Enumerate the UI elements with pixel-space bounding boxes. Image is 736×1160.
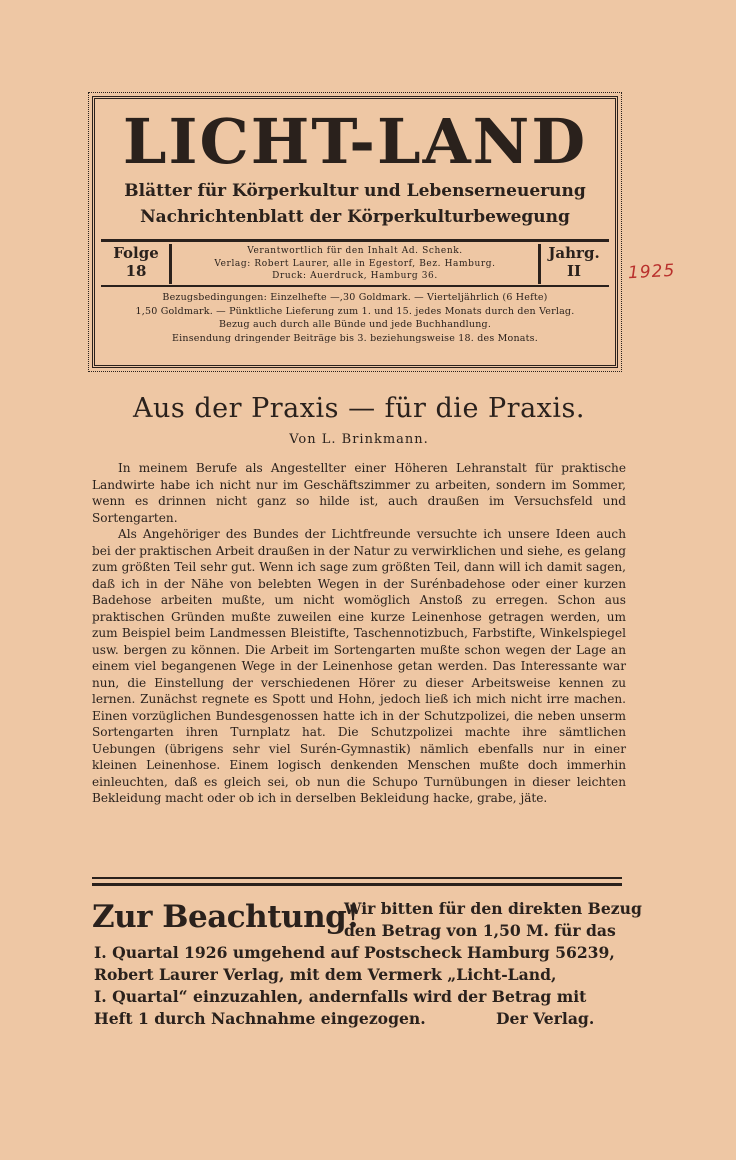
masthead-subtitle-2: Nachrichtenblatt der Körperkulturbewegung — [140, 207, 570, 227]
article-paragraph: Als Angehöriger des Bundes der Lichtfreunde versuchte ich unsere Ideen auch bei der praktischen Arbeit draußen in der Natur zu verwirklichen und siehe, es gelang zum größten Teil sehr gut. Wenn ich sage zum größten Teil, dann will ich damit sagen, daß ich in der Nähe von belebten Wegen in der Surénbadehose oder einer kurzen Badehose arbeiten mußte, um nicht womöglich Anstoß zu erregen. Schon aus praktischen Gründen mußte zuweilen eine kurze Leinenhose getragen werden, um zum Beispiel beim Landmessen Bleistifte, Taschennotizbuch, Farbstifte, Winkelspiegel usw. bergen zu können. Die Arbeit im Sortengarten mußte schon wegen der Lage an einem viel begangenen Wege in der Leinenhose getan werden. Das Interessante war nun, die Einstellung der verschiedenen Hörer zu dieser Arbeitsweise kennen zu lernen. Zunächst regnete es Spott und Hohn, jedoch ließ ich mich nicht irre machen. Einen vorzüglichen Bundesgenossen hatte ich in der Schutzpolizei, die neben unserm Sortengarten ihren Turnplatz hat. Die Schutzpolizei machte ihre sämtlichen Uebungen (übrigens sehr viel Surén-Gymnastik) nämlich ebenfalls nur in einer kleinen Leinenhose. Einem logisch denkenden Menschen mußte doch immerhin einleuchten, daß es gleich sei, ob nun die Schupo Turnübungen in dieser leichten Bekleidung macht oder ob ich in derselben Bekleidung hacke, grabe, jäte. — [92, 527, 626, 805]
handwritten-year-annotation: 1925 — [627, 260, 676, 284]
masthead-subtitle: Blätter für Körperkultur und Lebenserneuerung — [124, 181, 586, 201]
notice-divider — [92, 877, 622, 879]
imprint-line: Verlag: Robert Laurer, alle in Egestorf, Bez. Hamburg. — [214, 258, 496, 269]
article-body — [92, 460, 626, 807]
masthead-title: LICHT-LAND — [122, 105, 588, 178]
subscription-line: Einsendung dringender Beiträge bis 3. beziehungsweise 18. des Monats. — [172, 332, 538, 344]
subscription-line: Bezugsbedingungen: Einzelhefte —,30 Goldmark. — Vierteljährlich (6 Hefte) — [162, 292, 548, 303]
subscription-line: Bezug auch durch alle Bünde und jede Buchhandlung. — [218, 319, 492, 330]
issue-label: Folge — [113, 244, 159, 262]
issue-number — [103, 244, 172, 284]
notice-line: den Betrag von 1,50 M. für das — [344, 921, 616, 940]
masthead-info-row — [101, 244, 609, 284]
notice-line-text: Heft 1 durch Nachnahme eingezogen. — [94, 1009, 426, 1028]
article-author: Von L. Brinkmann. — [289, 432, 429, 447]
volume-label: Jahrg. — [548, 244, 600, 262]
imprint-line: Verantwortlich für den Inhalt Ad. Schenk. — [247, 246, 463, 256]
notice-divider — [92, 883, 622, 886]
notice — [92, 895, 642, 1035]
imprint-line: Druck: Auerdruck, Hamburg 36. — [272, 271, 438, 281]
volume-number — [538, 244, 607, 284]
notice-line: Wir bitten für den direkten Bezug — [344, 899, 642, 918]
issue-value: 18 — [125, 262, 147, 280]
masthead-rule — [101, 239, 609, 242]
imprint — [173, 245, 537, 283]
article-title: Aus der Praxis — für die Praxis. — [133, 393, 585, 424]
article-paragraph: In meinem Berufe als Angestellter einer Höheren Lehranstalt für praktische Landwirte habe ich nicht nur im Geschäftszimmer zu arbeiten, sondern im Sommer, wenn es drinnen nicht ganz so hilde ist, auch draußen im Versuchsfeld und Sortengarten. — [92, 461, 626, 525]
volume-value: II — [566, 262, 582, 280]
notice-line: Robert Laurer Verlag, mit dem Vermerk „Licht-Land, — [94, 965, 557, 984]
notice-line — [94, 1007, 595, 1031]
masthead — [92, 96, 618, 368]
notice-line: I. Quartal“ einzuzahlen, andernfalls wird der Betrag mit — [94, 987, 587, 1006]
masthead-rule — [101, 285, 609, 287]
notice-signature: Der Verlag. — [496, 1009, 595, 1028]
subscription-line: 1,50 Goldmark. — Pünktliche Lieferung zum 1. und 15. jedes Monats durch den Verlag. — [135, 305, 575, 317]
notice-line: I. Quartal 1926 umgehend auf Postscheck Hamburg 56239, — [94, 943, 615, 962]
notice-heading: Zur Beachtung! — [92, 899, 360, 935]
subscription-terms — [109, 291, 601, 345]
